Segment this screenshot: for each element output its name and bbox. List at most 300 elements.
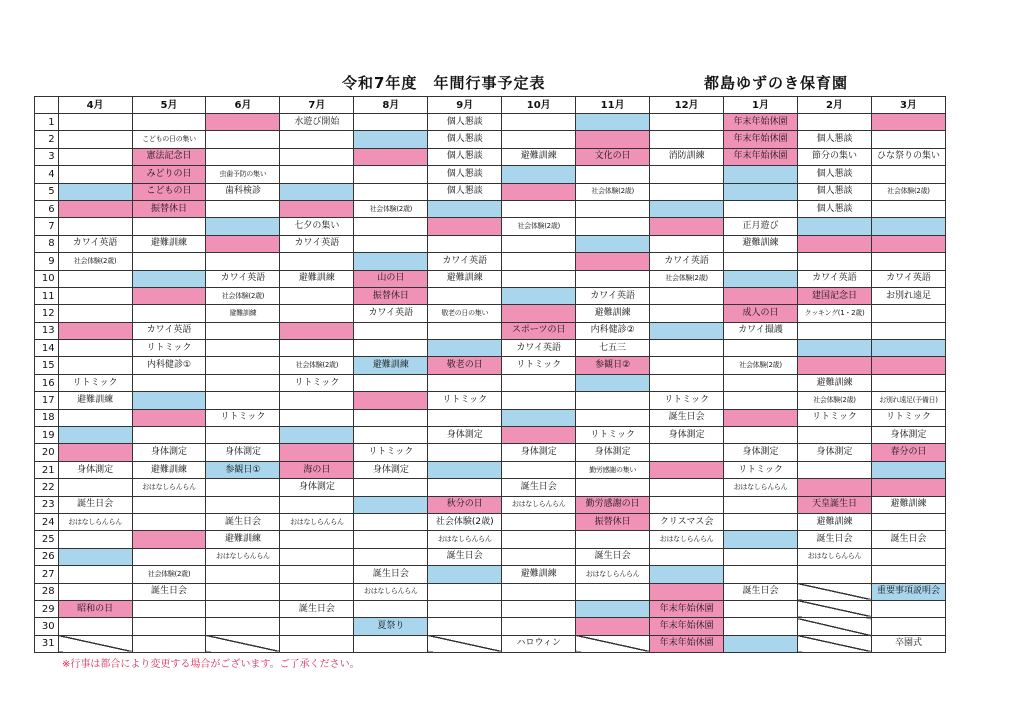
- event-cell: [576, 374, 650, 391]
- event-cell: [502, 531, 576, 548]
- event-cell: [206, 235, 280, 252]
- event-cell: 建国記念日: [797, 287, 871, 304]
- event-cell: 避難訓練: [280, 270, 354, 287]
- event-cell: [502, 200, 576, 217]
- event-cell: [871, 374, 945, 391]
- day-row: [35, 270, 946, 287]
- event-cell: 歯科検診: [206, 183, 280, 200]
- event-cell: [502, 374, 576, 391]
- event-cell: [428, 340, 502, 357]
- event-cell: [650, 583, 724, 600]
- event-cell: 文化の日: [576, 148, 650, 165]
- event-cell: リトミック: [871, 409, 945, 426]
- event-cell: 個人懇談: [797, 200, 871, 217]
- event-cell: リトミック: [797, 409, 871, 426]
- day-number: 21: [35, 461, 59, 478]
- event-cell: 七夕の集い: [280, 218, 354, 235]
- event-cell: [576, 270, 650, 287]
- event-cell: [871, 566, 945, 583]
- event-cell: 身体測定: [132, 444, 206, 461]
- event-cell: [650, 322, 724, 339]
- event-cell: [280, 253, 354, 270]
- event-cell: クリスマス会: [650, 513, 724, 530]
- event-cell: 虫歯予防の集い: [206, 166, 280, 183]
- event-cell: [58, 322, 132, 339]
- event-cell: [724, 200, 798, 217]
- day-row: [35, 148, 946, 165]
- event-cell: [797, 461, 871, 478]
- month-header: 5月: [132, 97, 206, 114]
- event-cell: [206, 566, 280, 583]
- event-cell: 内科健診②: [576, 322, 650, 339]
- event-cell: [132, 513, 206, 530]
- event-cell: [132, 374, 206, 391]
- event-cell: [354, 148, 428, 165]
- event-cell: [797, 479, 871, 496]
- day-number: 18: [35, 409, 59, 426]
- event-cell: [576, 131, 650, 148]
- event-cell: [576, 235, 650, 252]
- day-row: [35, 305, 946, 322]
- event-cell: 年末年始休園: [650, 618, 724, 635]
- event-cell: 身体測定: [502, 444, 576, 461]
- event-cell: [650, 374, 724, 391]
- event-cell: おはなしらんらん: [280, 513, 354, 530]
- event-cell: [280, 566, 354, 583]
- event-cell: カワイ英語: [354, 305, 428, 322]
- event-cell: [724, 635, 798, 652]
- event-cell: カワイ英語: [206, 270, 280, 287]
- event-cell: 山の日: [354, 270, 428, 287]
- month-header: 6月: [206, 97, 280, 114]
- event-cell: おはなしらんらん: [797, 548, 871, 565]
- empty-day-cell: [797, 635, 871, 652]
- footer-note: ※行事は都合により変更する場合がございます。ご了承ください。: [62, 659, 360, 670]
- event-cell: [354, 253, 428, 270]
- event-cell: [132, 392, 206, 409]
- day-row: [35, 166, 946, 183]
- event-cell: 個人懇談: [428, 183, 502, 200]
- event-cell: [502, 131, 576, 148]
- event-cell: 避難訓練: [797, 513, 871, 530]
- event-cell: [797, 357, 871, 374]
- event-cell: [58, 583, 132, 600]
- event-cell: [428, 479, 502, 496]
- event-cell: [206, 322, 280, 339]
- day-number: 12: [35, 305, 59, 322]
- month-header: 1月: [724, 97, 798, 114]
- event-cell: 年末年始休園: [650, 635, 724, 652]
- event-cell: [354, 496, 428, 513]
- month-header: 2月: [797, 97, 871, 114]
- event-cell: [132, 218, 206, 235]
- day-row: [35, 548, 946, 565]
- event-cell: 海の日: [280, 461, 354, 478]
- day-number: 29: [35, 600, 59, 617]
- event-cell: [871, 461, 945, 478]
- event-cell: リトミック: [58, 374, 132, 391]
- day-row: [35, 340, 946, 357]
- event-cell: 卒園式: [871, 635, 945, 652]
- day-number: 11: [35, 287, 59, 304]
- event-cell: [650, 218, 724, 235]
- event-cell: [206, 600, 280, 617]
- event-cell: [724, 531, 798, 548]
- event-cell: [132, 287, 206, 304]
- event-cell: [58, 444, 132, 461]
- event-cell: [650, 357, 724, 374]
- event-cell: [206, 583, 280, 600]
- event-cell: [58, 131, 132, 148]
- event-cell: 振替休日: [132, 200, 206, 217]
- event-cell: 身体測定: [206, 444, 280, 461]
- event-cell: 誕生日会: [58, 496, 132, 513]
- event-cell: 社会体験(2歳): [576, 183, 650, 200]
- event-cell: [428, 444, 502, 461]
- event-cell: [132, 600, 206, 617]
- day-row: [35, 218, 946, 235]
- day-row: [35, 392, 946, 409]
- event-cell: 年末年始休園: [724, 131, 798, 148]
- day-number: 24: [35, 513, 59, 530]
- event-cell: [206, 496, 280, 513]
- event-cell: おはなしらんらん: [724, 479, 798, 496]
- event-cell: おはなしらんらん: [502, 496, 576, 513]
- event-cell: カワイ英語: [650, 253, 724, 270]
- event-cell: [871, 305, 945, 322]
- event-cell: [280, 496, 354, 513]
- month-header: 12月: [650, 97, 724, 114]
- event-cell: [650, 305, 724, 322]
- event-cell: [206, 253, 280, 270]
- event-cell: [428, 235, 502, 252]
- month-header: 3月: [871, 97, 945, 114]
- event-cell: 年末年始休園: [650, 600, 724, 617]
- day-number: 5: [35, 183, 59, 200]
- day-number: 16: [35, 374, 59, 391]
- event-cell: 社会体験(2歳): [280, 357, 354, 374]
- event-cell: [724, 566, 798, 583]
- event-cell: リトミック: [132, 340, 206, 357]
- event-cell: おはなしらんらん: [354, 583, 428, 600]
- event-cell: [206, 427, 280, 444]
- empty-day-cell: [206, 635, 280, 652]
- event-cell: [797, 566, 871, 583]
- event-cell: [871, 131, 945, 148]
- event-cell: おはなしらんらん: [650, 531, 724, 548]
- event-cell: [724, 270, 798, 287]
- empty-day-cell: [428, 635, 502, 652]
- day-number: 15: [35, 357, 59, 374]
- event-cell: 個人懇談: [797, 166, 871, 183]
- event-cell: [576, 600, 650, 617]
- event-cell: [576, 618, 650, 635]
- event-cell: [132, 253, 206, 270]
- event-cell: [502, 270, 576, 287]
- event-cell: [871, 235, 945, 252]
- event-cell: リトミック: [650, 392, 724, 409]
- day-row: [35, 253, 946, 270]
- event-cell: 身体測定: [354, 461, 428, 478]
- event-cell: 身体測定: [280, 479, 354, 496]
- event-cell: カワイ英語: [428, 253, 502, 270]
- event-cell: [650, 479, 724, 496]
- event-cell: [354, 392, 428, 409]
- event-cell: [797, 427, 871, 444]
- event-cell: [354, 600, 428, 617]
- event-cell: 年末年始休園: [724, 148, 798, 165]
- event-cell: [650, 496, 724, 513]
- event-cell: ハロウィン: [502, 635, 576, 652]
- empty-day-cell: [58, 635, 132, 652]
- event-cell: [58, 531, 132, 548]
- event-cell: [58, 618, 132, 635]
- event-cell: 個人懇談: [428, 131, 502, 148]
- event-cell: [206, 357, 280, 374]
- event-cell: [58, 409, 132, 426]
- event-cell: 参観日②: [576, 357, 650, 374]
- event-cell: [206, 114, 280, 131]
- event-cell: 勤労感謝の日: [576, 496, 650, 513]
- event-cell: [280, 392, 354, 409]
- event-cell: 避難訓練: [58, 392, 132, 409]
- event-cell: [650, 444, 724, 461]
- event-cell: [280, 427, 354, 444]
- event-cell: 誕生日会: [871, 531, 945, 548]
- day-row: [35, 635, 946, 652]
- event-cell: [576, 583, 650, 600]
- event-cell: [502, 235, 576, 252]
- empty-day-cell: [576, 635, 650, 652]
- day-row: [35, 427, 946, 444]
- event-cell: 年末年始休園: [724, 114, 798, 131]
- event-cell: [502, 409, 576, 426]
- event-cell: [502, 253, 576, 270]
- event-cell: [132, 114, 206, 131]
- event-cell: 身体測定: [724, 444, 798, 461]
- event-cell: クッキング(1・2歳): [797, 305, 871, 322]
- event-cell: [576, 479, 650, 496]
- day-number: 25: [35, 531, 59, 548]
- event-cell: [132, 548, 206, 565]
- event-cell: [206, 479, 280, 496]
- event-cell: 身体測定: [797, 444, 871, 461]
- event-cell: [280, 166, 354, 183]
- event-cell: [58, 287, 132, 304]
- event-cell: [502, 600, 576, 617]
- event-cell: 消防訓練: [650, 148, 724, 165]
- event-cell: [797, 340, 871, 357]
- event-cell: [650, 340, 724, 357]
- event-cell: [724, 409, 798, 426]
- event-cell: [724, 513, 798, 530]
- event-cell: [871, 253, 945, 270]
- day-row: [35, 322, 946, 339]
- event-cell: 社会体験(2歳): [428, 513, 502, 530]
- event-cell: [58, 566, 132, 583]
- event-cell: 夏祭り: [354, 618, 428, 635]
- day-number: 6: [35, 200, 59, 217]
- event-cell: [576, 531, 650, 548]
- event-cell: [428, 322, 502, 339]
- event-cell: カワイ英語: [576, 287, 650, 304]
- event-cell: [650, 183, 724, 200]
- event-cell: [280, 305, 354, 322]
- day-number: 30: [35, 618, 59, 635]
- day-number: 20: [35, 444, 59, 461]
- event-cell: [280, 322, 354, 339]
- event-cell: [797, 253, 871, 270]
- event-cell: [58, 340, 132, 357]
- month-header-row: [35, 97, 946, 114]
- day-number: 2: [35, 131, 59, 148]
- event-cell: [132, 427, 206, 444]
- month-header: 9月: [428, 97, 502, 114]
- event-cell: おはなしらんらん: [206, 548, 280, 565]
- day-row: [35, 583, 946, 600]
- event-cell: [724, 427, 798, 444]
- event-cell: カワイ英語: [58, 235, 132, 252]
- event-cell: [428, 583, 502, 600]
- event-cell: 避難訓練: [132, 461, 206, 478]
- day-row: [35, 444, 946, 461]
- event-cell: 社会体験(2歳): [797, 392, 871, 409]
- event-cell: 身体測定: [871, 427, 945, 444]
- event-cell: おはなしらんらん: [132, 479, 206, 496]
- event-cell: [724, 548, 798, 565]
- event-cell: カワイ英語: [280, 235, 354, 252]
- event-cell: [58, 148, 132, 165]
- day-row: [35, 131, 946, 148]
- event-cell: [58, 427, 132, 444]
- event-cell: [650, 166, 724, 183]
- event-cell: [576, 200, 650, 217]
- event-cell: [724, 183, 798, 200]
- event-cell: [650, 566, 724, 583]
- event-cell: [650, 200, 724, 217]
- event-cell: [797, 218, 871, 235]
- event-cell: [354, 131, 428, 148]
- event-cell: 社会体験(2歳): [502, 218, 576, 235]
- event-cell: [206, 148, 280, 165]
- event-cell: [502, 513, 576, 530]
- event-cell: 避難訓練: [871, 496, 945, 513]
- day-number: 1: [35, 114, 59, 131]
- event-cell: [871, 166, 945, 183]
- day-number: 14: [35, 340, 59, 357]
- event-cell: 避難訓練: [206, 305, 280, 322]
- day-row: [35, 479, 946, 496]
- event-cell: お別れ遠足: [871, 287, 945, 304]
- event-cell: [58, 166, 132, 183]
- event-cell: [280, 548, 354, 565]
- event-cell: [428, 374, 502, 391]
- event-cell: 社会体験(2歳): [206, 287, 280, 304]
- event-cell: [354, 166, 428, 183]
- event-cell: おはなしらんらん: [428, 531, 502, 548]
- day-number: 19: [35, 427, 59, 444]
- event-cell: 社会体験(2歳): [132, 566, 206, 583]
- day-row: [35, 287, 946, 304]
- event-cell: カワイ撮護: [724, 322, 798, 339]
- annual-schedule-table: [34, 96, 946, 653]
- day-row: [35, 235, 946, 252]
- event-cell: [132, 635, 206, 652]
- event-cell: [871, 548, 945, 565]
- event-cell: [354, 531, 428, 548]
- event-cell: 避難訓練: [502, 566, 576, 583]
- event-cell: 社会体験(2歳): [724, 357, 798, 374]
- event-cell: 敬老の日の集い: [428, 305, 502, 322]
- event-cell: 社会体験(2歳): [58, 253, 132, 270]
- event-cell: [354, 235, 428, 252]
- event-cell: [354, 218, 428, 235]
- month-header: 11月: [576, 97, 650, 114]
- event-cell: 避難訓練: [132, 235, 206, 252]
- event-cell: 節分の集い: [797, 148, 871, 165]
- event-cell: [428, 566, 502, 583]
- event-cell: [206, 200, 280, 217]
- event-cell: [58, 183, 132, 200]
- month-header: 8月: [354, 97, 428, 114]
- day-row: [35, 200, 946, 217]
- event-cell: [354, 183, 428, 200]
- event-cell: [724, 340, 798, 357]
- event-cell: [502, 183, 576, 200]
- event-cell: [724, 287, 798, 304]
- event-cell: [428, 618, 502, 635]
- event-cell: 社会体験(2歳): [354, 200, 428, 217]
- event-cell: [280, 531, 354, 548]
- day-row: [35, 374, 946, 391]
- event-cell: 昭和の日: [58, 600, 132, 617]
- event-cell: [502, 583, 576, 600]
- empty-day-cell: [797, 600, 871, 617]
- event-cell: リトミック: [206, 409, 280, 426]
- event-cell: 誕生日会: [650, 409, 724, 426]
- event-cell: [280, 200, 354, 217]
- event-cell: [871, 357, 945, 374]
- event-cell: [206, 218, 280, 235]
- event-cell: [871, 618, 945, 635]
- event-cell: [871, 600, 945, 617]
- event-cell: 誕生日会: [354, 566, 428, 583]
- event-cell: [576, 114, 650, 131]
- event-cell: [650, 548, 724, 565]
- event-cell: [650, 461, 724, 478]
- event-cell: [871, 479, 945, 496]
- event-cell: 春分の日: [871, 444, 945, 461]
- event-cell: [871, 513, 945, 530]
- day-number: 27: [35, 566, 59, 583]
- event-cell: [502, 305, 576, 322]
- event-cell: 個人懇談: [797, 183, 871, 200]
- empty-day-cell: [797, 583, 871, 600]
- page-title: 令和7年度 年間行事予定表: [342, 74, 546, 92]
- event-cell: [354, 374, 428, 391]
- event-cell: [576, 218, 650, 235]
- event-cell: [724, 374, 798, 391]
- event-cell: カワイ英語: [871, 270, 945, 287]
- event-cell: [502, 166, 576, 183]
- event-cell: 誕生日会: [797, 531, 871, 548]
- event-cell: 個人懇談: [797, 131, 871, 148]
- event-cell: [132, 618, 206, 635]
- event-cell: 誕生日会: [132, 583, 206, 600]
- event-cell: 避難訓練: [502, 148, 576, 165]
- event-cell: みどりの日: [132, 166, 206, 183]
- event-cell: [724, 392, 798, 409]
